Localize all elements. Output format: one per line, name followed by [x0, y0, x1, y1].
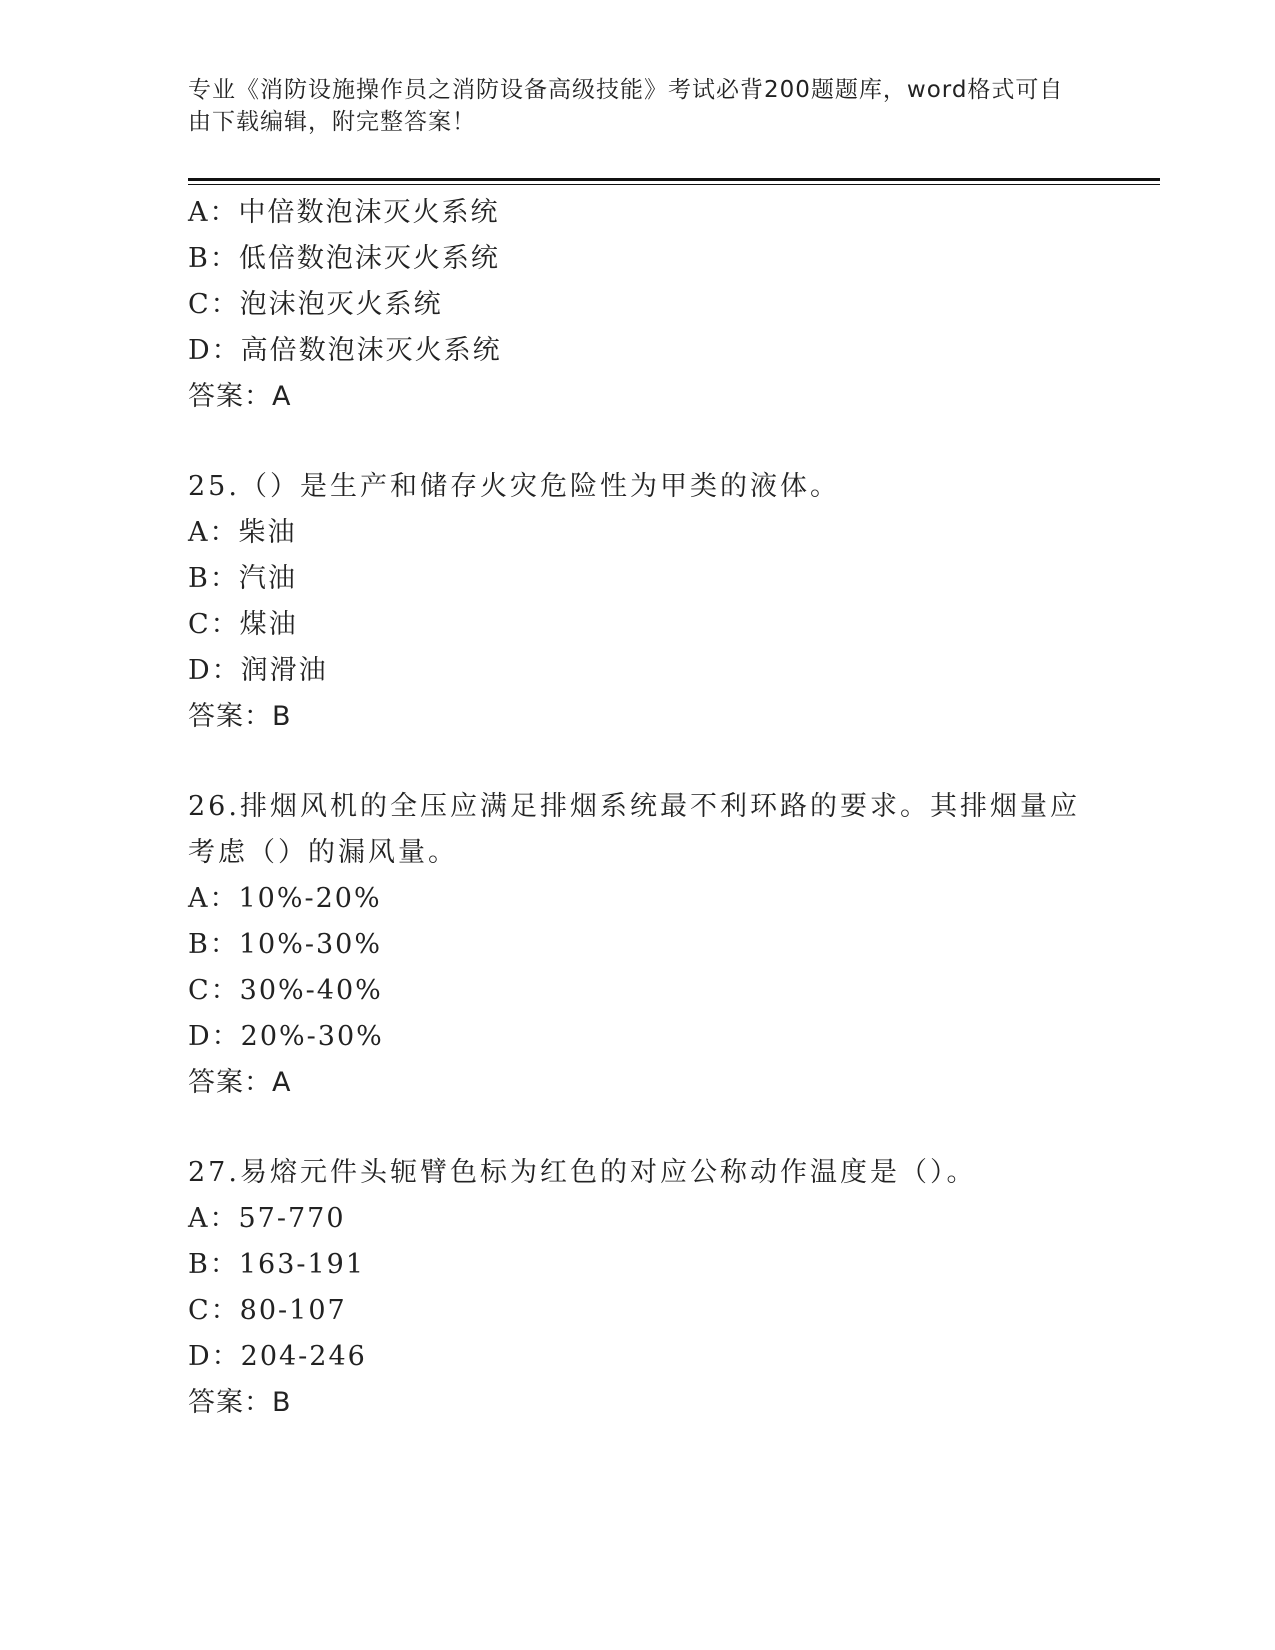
question-block-26 — [188, 784, 1088, 1106]
answer-line: 答案：A — [188, 1067, 292, 1098]
option-c: C：80-107 — [188, 1295, 347, 1326]
answer-line: 答案：B — [188, 1387, 292, 1418]
document-header: 专业《消防设施操作员之消防设备高级技能》考试必背200题题库，word格式可自由下载编辑，附完整答案！ — [188, 77, 1064, 135]
answer-line: 答案：B — [188, 701, 292, 732]
option-a: A：柴油 — [188, 517, 297, 548]
question-text: 25.（）是生产和储存火灾危险性为甲类的液体。 — [188, 471, 840, 502]
option-d: D：204-246 — [188, 1341, 367, 1372]
option-d: D：20%-30% — [188, 1021, 384, 1052]
question-list — [188, 190, 1088, 1426]
option-d: D：高倍数泡沫灭火系统 — [188, 335, 502, 366]
question-block-24 — [188, 190, 1088, 420]
question-block-25 — [188, 464, 1088, 740]
option-d: D：润滑油 — [188, 655, 328, 686]
answer-line: 答案：A — [188, 381, 292, 412]
option-a: A：57-770 — [188, 1203, 346, 1234]
option-c: C：泡沫泡灭火系统 — [188, 289, 443, 320]
option-b: B：低倍数泡沫灭火系统 — [188, 243, 500, 274]
option-a: A：中倍数泡沫灭火系统 — [188, 197, 500, 228]
option-b: B：汽油 — [188, 563, 297, 594]
option-c: C：30%-40% — [188, 975, 383, 1006]
header-rule-thin — [188, 184, 1160, 185]
option-c: C：煤油 — [188, 609, 298, 640]
option-a: A：10%-20% — [188, 883, 382, 914]
question-block-27 — [188, 1150, 1088, 1426]
option-b: B：10%-30% — [188, 929, 382, 960]
header-rule-thick — [188, 178, 1160, 181]
option-b: B：163-191 — [188, 1249, 366, 1280]
question-text: 26.排烟风机的全压应满足排烟系统最不利环路的要求。其排烟量应考虑（）的漏风量。 — [188, 791, 1080, 868]
question-text: 27.易熔元件头轭臂色标为红色的对应公称动作温度是（）。 — [188, 1157, 977, 1188]
